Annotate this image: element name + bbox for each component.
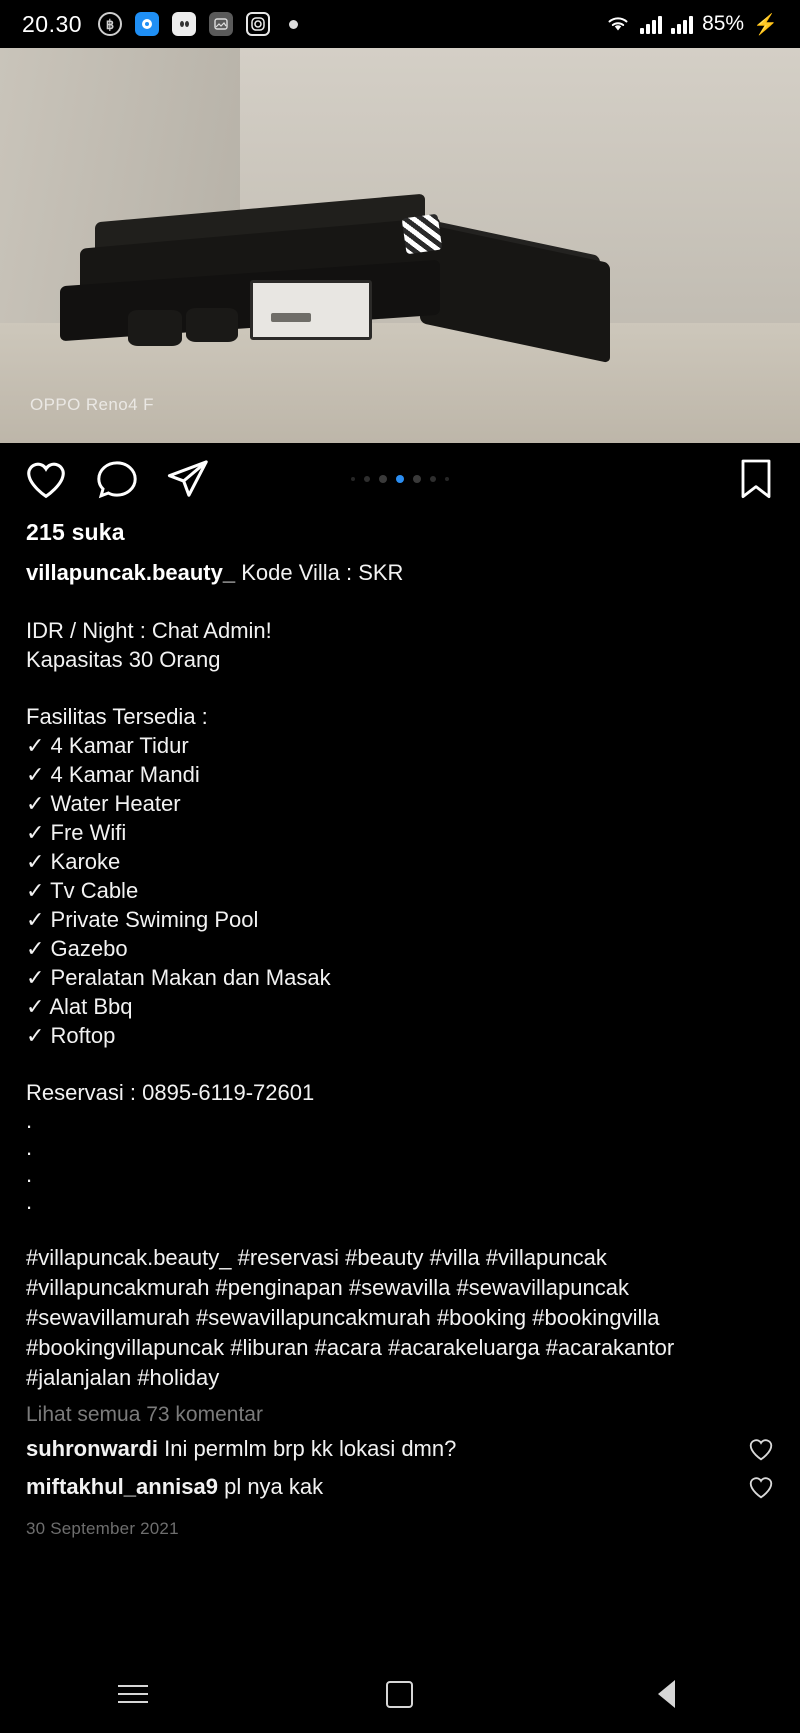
recents-button[interactable] [73,1679,193,1709]
post-caption-area [0,515,800,1655]
image-floor [0,323,800,443]
share-icon[interactable] [166,459,210,499]
comment-item [26,1433,774,1465]
status-bar [0,0,800,48]
image-coffee-table [250,280,372,340]
caption-line-capacity: Kapasitas 30 Orang [26,647,221,672]
facility-item: ✓ Peralatan Makan dan Masak [26,965,331,990]
spacer-dot: . [26,1135,33,1160]
view-all-comments-link[interactable]: Lihat semua 73 komentar [26,1403,263,1426]
like-icon[interactable] [24,459,68,499]
home-icon [386,1681,413,1708]
status-bar-notification-icons [98,12,298,36]
facility-item: ✓ Fre Wifi [26,820,127,845]
spacer-dot: . [26,1189,33,1214]
photo-icon [209,12,233,36]
home-button[interactable] [340,1681,460,1708]
carousel-dot [379,475,387,483]
instagram-icon [246,12,270,36]
comment-body: Ini permlm brp kk lokasi dmn? [164,1436,457,1461]
image-striped-pillow [402,214,443,255]
comment-username[interactable]: miftakhul_annisa9 [26,1474,218,1499]
bitcoin-icon: ฿ [98,12,122,36]
caption-header [26,558,774,588]
spacer-dot: . [26,1162,33,1187]
likes-count[interactable]: 215 suka [26,519,125,545]
post-date: 30 September 2021 [26,1519,179,1538]
facility-item: ✓ Water Heater [26,791,181,816]
reservation-contact: Reservasi : 0895-6119-72601 [26,1080,315,1105]
facility-item: ✓ Alat Bbq [26,994,133,1019]
post-username[interactable]: villapuncak.beauty_ [26,560,236,585]
dot-indicator-icon [289,20,298,29]
chat-icon [135,12,159,36]
system-navigation-bar [0,1655,800,1733]
post-image[interactable] [0,48,800,443]
battery-percent: 85% [702,12,745,35]
image-ottoman-left [128,310,182,346]
spacer-dot: . [26,1108,33,1133]
image-watermark: OPPO Reno4 F [30,395,154,414]
back-icon [658,1680,675,1708]
comment-username[interactable]: suhronwardi [26,1436,159,1461]
comment-item [26,1471,774,1503]
comment-like-icon[interactable] [748,1475,774,1499]
carousel-dot [413,475,421,483]
carousel-dot [351,477,355,481]
image-ottoman-right [186,308,238,342]
caption-hashtags[interactable]: #villapuncak.beauty_ #reservasi #beauty #villa #villapuncak #villapuncakmurah #penginapan #sewavilla #sewavillapuncak #sewavillamurah #sewavillapuncakmurah #booking #bookingvilla #bookingvillapuncak #liburan #acara #acarakeluarga #acarakantor #jalanjalan #holiday [26,1245,675,1390]
signal-icon-1 [640,14,662,34]
discord-icon [172,12,196,36]
facility-item: ✓ Gazebo [26,936,128,961]
facilities-title: Fasilitas Tersedia : [26,704,208,729]
facility-item: ✓ Roftop [26,1023,116,1048]
facility-item: ✓ Karoke [26,849,121,874]
facility-item: ✓ 4 Kamar Tidur [26,733,189,758]
signal-icon-2 [671,14,693,34]
comment-icon[interactable] [96,459,138,499]
status-bar-time: 20.30 [22,10,83,37]
comment-like-icon[interactable] [748,1437,774,1461]
post-action-bar [0,443,800,515]
comment-body: pl nya kak [224,1474,324,1499]
back-button[interactable] [607,1680,727,1708]
carousel-dot-active [396,475,404,483]
caption-line-price: IDR / Night : Chat Admin! [26,618,272,643]
carousel-dot [430,476,436,482]
caption-first-line: Kode Villa : SKR [235,560,404,585]
recents-icon [118,1679,148,1709]
carousel-dot [445,477,449,481]
charging-bolt-icon: ⚡ [753,13,778,36]
wifi-icon [605,14,631,34]
status-bar-system-icons [605,12,778,37]
carousel-dot [364,476,370,482]
facility-item: ✓ Tv Cable [26,878,139,903]
facility-item: ✓ 4 Kamar Mandi [26,762,200,787]
bookmark-icon[interactable] [736,459,776,499]
facility-item: ✓ Private Swiming Pool [26,907,259,932]
